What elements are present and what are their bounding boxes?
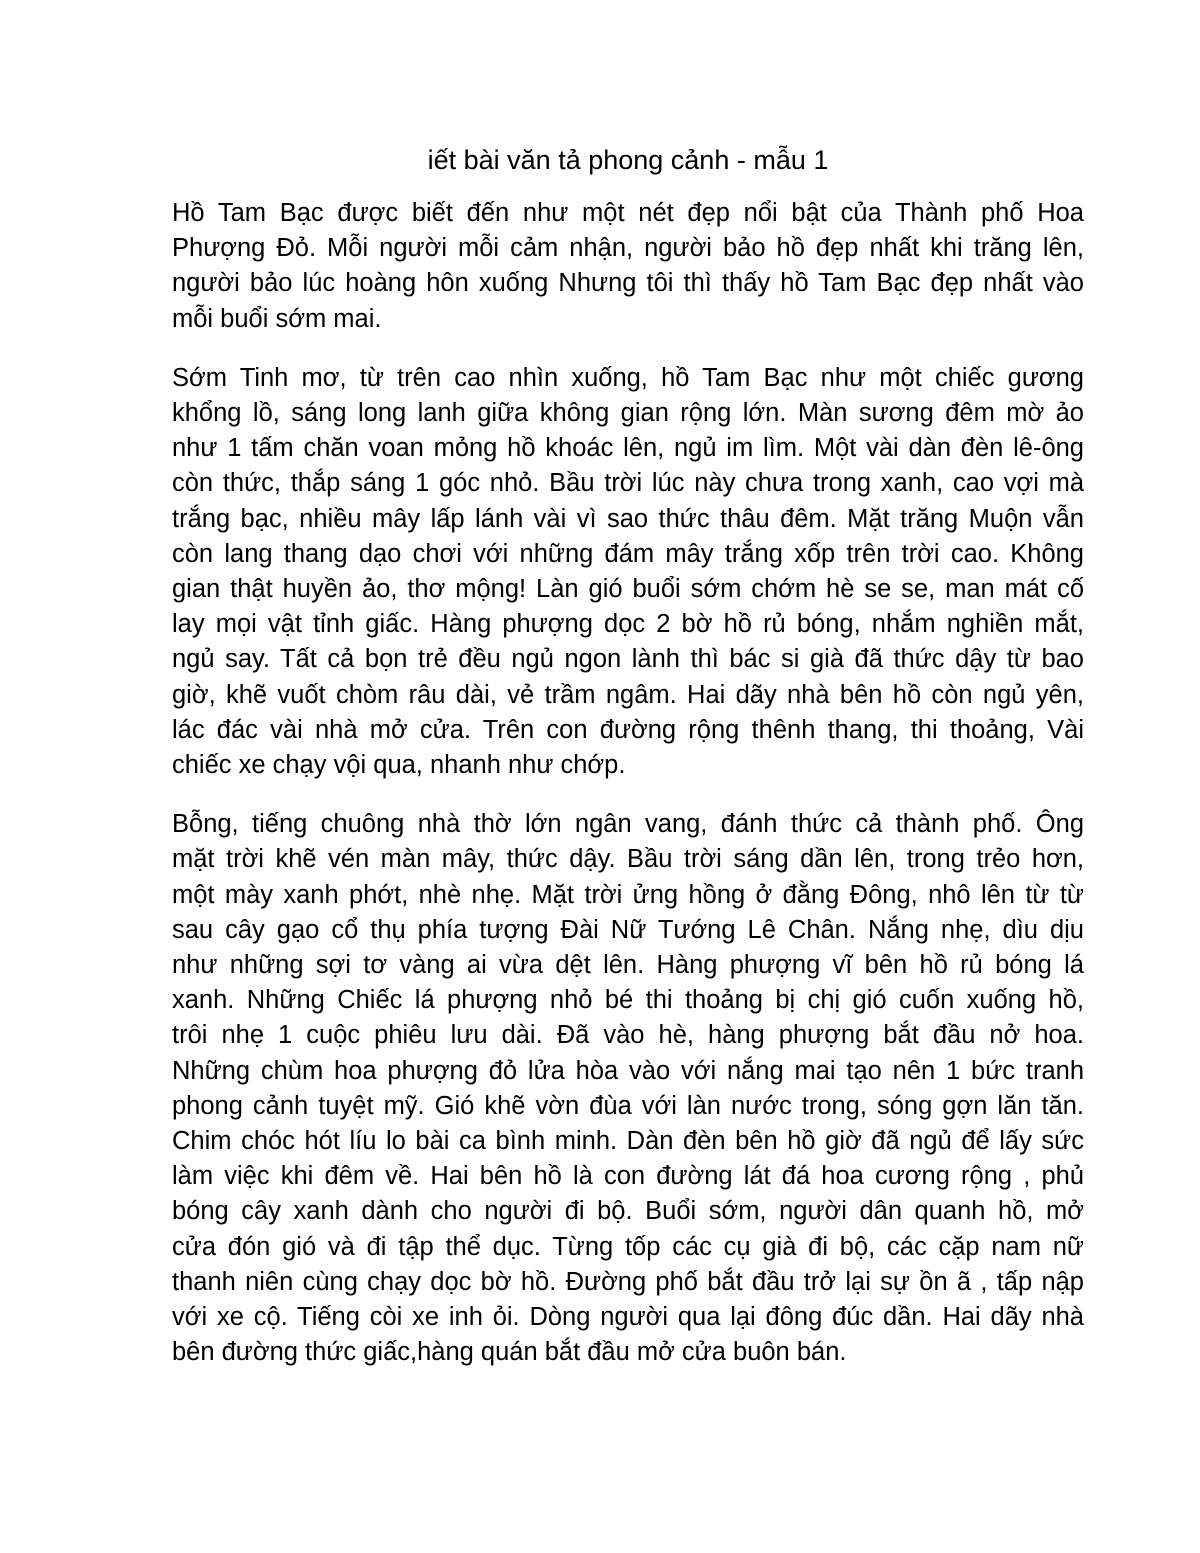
text-line: xanh. Những Chiếc lá phượng nhỏ bé thi thoảng bị chị gió cuốn xuống hồ, (172, 986, 1084, 1015)
text-line: giờ, khẽ vuốt chòm râu dài, vẻ trầm ngâm. Hai dãy nhà bên hồ còn ngủ yên, (172, 680, 1084, 709)
text-line: thanh niên cùng chạy dọc bờ hồ. Đường phố bắt đầu trở lại sự ồn ã , tấp nập (172, 1267, 1084, 1296)
text-line: Những chùm hoa phượng đỏ lửa hòa vào với nắng mai tạo nên 1 bức tranh (172, 1056, 1084, 1085)
text-line: mỗi buổi sớm mai. (172, 304, 382, 333)
text-line: gian thật huyền ảo, thơ mộng! Làn gió buổi sớm chớm hè se se, man mát cố (172, 575, 1084, 604)
text-line: bóng cây xanh dành cho người đi bộ. Buổi sớm, người dân quanh hồ, mở (172, 1197, 1084, 1226)
document-title: iết bài văn tả phong cảnh - mẫu 1 (427, 145, 829, 175)
text-line: Chim chóc hót líu lo bài ca bình minh. Dàn đèn bên hồ giờ đã ngủ để lấy sức (172, 1127, 1084, 1156)
text-line: lác đác vài nhà mở cửa. Trên con đường rộng thênh thang, thi thoảng, Vài (172, 715, 1084, 744)
paragraph-3 (172, 807, 1084, 1370)
text-line: bên đường thức giấc,hàng quán bắt đầu mở cửa buôn bán. (172, 1338, 847, 1367)
paragraph-1 (172, 196, 1084, 337)
text-line: Bỗng, tiếng chuông nhà thờ lớn ngân vang, đánh thức cả thành phố. Ông (172, 810, 1084, 839)
text-line: mặt trời khẽ vén màn mây, thức dậy. Bầu trời sáng dần lên, trong trẻo hơn, (172, 845, 1084, 874)
text-line: ngủ say. Tất cả bọn trẻ đều ngủ ngon lành thì bác si già đã thức dậy từ bao (172, 645, 1084, 674)
text-line: cửa đón gió và đi tập thể dục. Từng tốp các cụ già đi bộ, các cặp nam nữ (172, 1232, 1084, 1261)
text-line: người bảo lúc hoàng hôn xuống Nhưng tôi thì thấy hồ Tam Bạc đẹp nhất vào (172, 269, 1084, 298)
text-line: trắng bạc, nhiều mây lấp lánh vài vì sao thức thâu đêm. Mặt trăng Muộn vẫn (172, 504, 1084, 533)
text-line: khổng lồ, sáng long lanh giữa không gian rộng lớn. Màn sương đêm mờ ảo (172, 399, 1084, 428)
text-line: một mày xanh phớt, nhè nhẹ. Mặt trời ửng hồng ở đằng Đông, nhô lên từ từ (172, 880, 1084, 909)
text-line: Sớm Tinh mơ, từ trên cao nhìn xuống, hồ Tam Bạc như một chiếc gương (172, 363, 1084, 392)
paragraph-2 (172, 361, 1084, 783)
text-line: như những sợi tơ vàng ai vừa dệt lên. Hàng phượng vĩ bên hồ rủ bóng lá (172, 951, 1084, 980)
text-line: lay mọi vật tỉnh giấc. Hàng phượng dọc 2 bờ hồ rủ bóng, nhắm nghiền mắt, (172, 610, 1084, 639)
text-line: trôi nhẹ 1 cuộc phiêu lưu dài. Đã vào hè, hàng phượng bắt đầu nở hoa. (172, 1021, 1084, 1050)
text-line: Phượng Đỏ. Mỗi người mỗi cảm nhận, người bảo hồ đẹp nhất khi trăng lên, (172, 234, 1084, 263)
text-line: chiếc xe chạy vội qua, nhanh như chớp. (172, 751, 626, 780)
text-line: còn lang thang dạo chơi với những đám mây trắng xốp trên trời cao. Không (172, 539, 1084, 568)
document-body (172, 140, 1084, 1395)
text-line: sau cây gạo cổ thụ phía tượng Đài Nữ Tướng Lê Chân. Nắng nhẹ, dìu dịu (172, 915, 1084, 944)
text-line: còn thức, thắp sáng 1 góc nhỏ. Bầu trời lúc này chưa trong xanh, cao vợi mà (172, 469, 1084, 498)
text-line: làm việc khi đêm về. Hai bên hồ là con đường lát đá hoa cương rộng , phủ (172, 1162, 1084, 1191)
text-line: Hồ Tam Bạc được biết đến như một nét đẹp nổi bật của Thành phố Hoa (172, 199, 1084, 227)
text-line: như 1 tấm chăn voan mỏng hồ khoác lên, ngủ im lìm. Một vài dàn đèn lê-ông (172, 434, 1084, 463)
text-line: phong cảnh tuyệt mỹ. Gió khẽ vờn đùa với làn nước trong, sóng gợn lăn tăn. (172, 1091, 1084, 1120)
text-line: với xe cộ. Tiếng còi xe inh ỏi. Dòng người qua lại đông đúc dần. Hai dãy nhà (172, 1303, 1084, 1332)
